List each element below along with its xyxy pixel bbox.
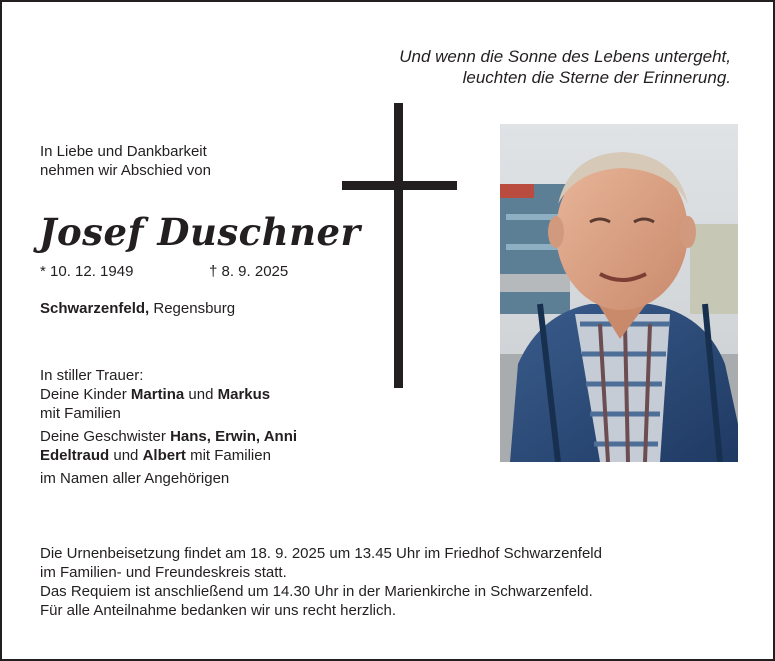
footer-line-4: Für alle Anteilnahme bedanken wir uns recht herzlich. [40, 602, 397, 619]
children-and: und [184, 386, 218, 403]
intro-line-1: In Liebe und Dankbarkeit [40, 143, 207, 160]
children-prefix: Deine Kinder [40, 386, 131, 403]
intro-text [40, 142, 211, 180]
sibling-name-5: Albert [142, 447, 186, 464]
residence-main: Schwarzenfeld, [40, 300, 150, 317]
portrait-photo [500, 124, 738, 462]
mourners-siblings-2 [40, 446, 360, 465]
footer-line-2: im Familien- und Freundeskreis statt. [40, 564, 287, 581]
funeral-details [40, 544, 740, 620]
child-name-2: Markus [217, 386, 271, 403]
siblings-suffix: mit Familien [185, 447, 271, 464]
death-date: † 8. 9. 2025 [209, 263, 289, 280]
mourners-block [40, 366, 360, 488]
siblings-and: und [109, 447, 143, 464]
quote-line-2: leuchten die Sterne der Erinnerung. [462, 68, 731, 87]
child-name-1: Martina [130, 386, 185, 403]
mourners-children [40, 385, 360, 404]
mourners-relatives: im Namen aller Angehörigen [40, 470, 230, 487]
sibling-name-4: Edeltraud [40, 447, 110, 464]
cross-vertical-beam [394, 103, 403, 388]
deceased-name: Josef Duschner [39, 210, 361, 254]
siblings-prefix: Deine Geschwister [40, 428, 171, 445]
cross-horizontal-beam [342, 181, 457, 190]
children-suffix: mit Familien [40, 405, 121, 422]
memorial-quote [231, 46, 731, 88]
footer-line-3: Das Requiem ist anschließend um 14.30 Uhr in der Marienkirche in Schwarzenfeld. [40, 583, 593, 600]
mourners-heading: In stiller Trauer: [40, 367, 144, 384]
sibling-names: Hans, Erwin, Anni [170, 428, 298, 445]
footer-line-1: Die Urnenbeisetzung findet am 18. 9. 2025 um 13.45 Uhr im Friedhof Schwarzenfeld [40, 545, 602, 562]
residence-other: Regensburg [149, 300, 236, 317]
intro-line-2: nehmen wir Abschied von [40, 162, 211, 179]
mourners-siblings [40, 427, 360, 446]
residence [40, 300, 235, 317]
birth-date: * 10. 12. 1949 [40, 263, 134, 280]
quote-line-1: Und wenn die Sonne des Lebens untergeht, [399, 47, 731, 66]
